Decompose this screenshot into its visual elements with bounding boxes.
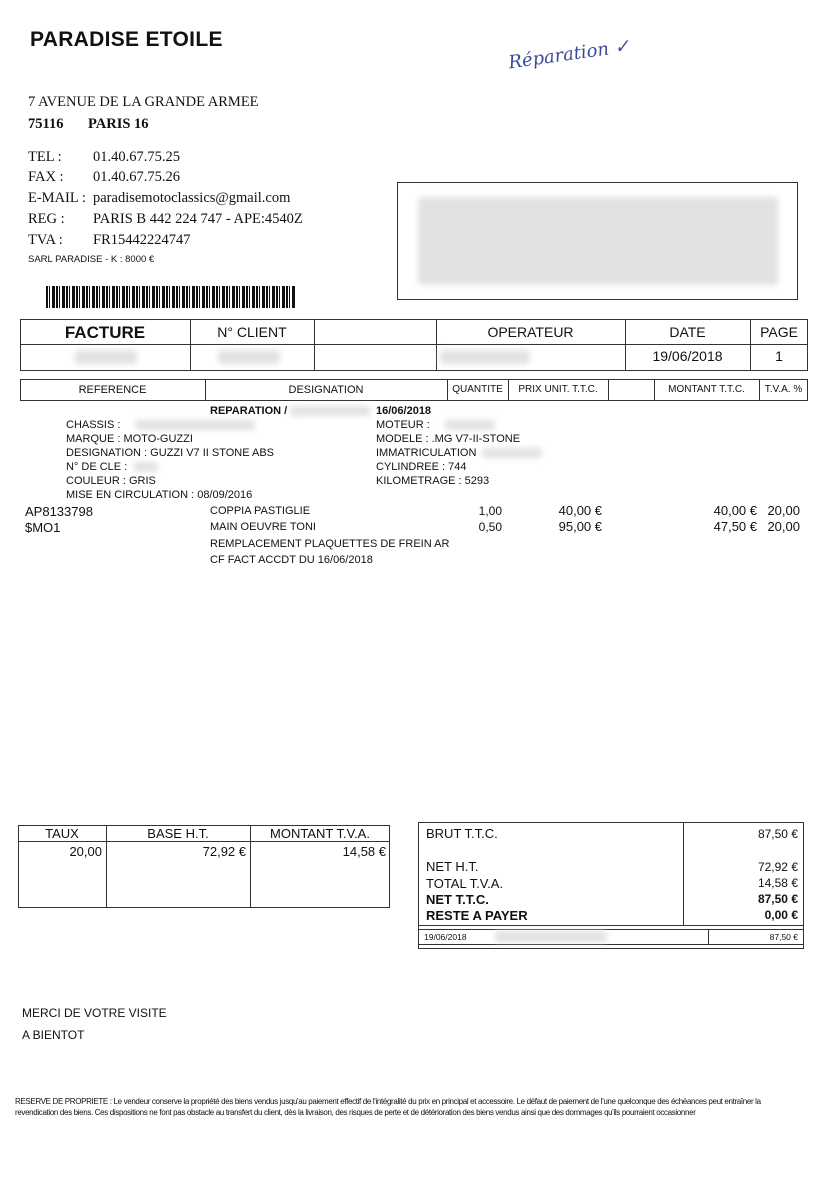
operateur-heading: OPERATEUR: [487, 324, 574, 340]
col-montant: MONTANT T.T.C.: [668, 384, 745, 395]
cle-label: N° DE CLE :: [66, 461, 128, 473]
bientot-text: A BIENTOT: [22, 1028, 85, 1042]
reparation-label: REPARATION /: [210, 405, 288, 417]
reste-label: RESTE A PAYER: [426, 908, 528, 923]
fax-label: FAX :: [28, 169, 64, 185]
col-quantite: QUANTITE: [452, 384, 503, 395]
footer-amount: 87,50 €: [769, 932, 798, 942]
tax-base-heading: BASE H.T.: [147, 826, 209, 841]
page-number: 1: [775, 348, 783, 364]
tax-montant: 14,58 €: [342, 844, 386, 859]
designation: DESIGNATION : GUZZI V7 II STONE ABS: [66, 447, 275, 459]
legal-line: RESERVE DE PROPRIETE : Le vendeur conserve la propriété des biens vendus jusqu'au paiement effectif de l'intégralité du prix en principal et accessoire. Le défaut de paiement de l'une quelconque des échéances peut entraîner la: [15, 1097, 761, 1106]
redacted-block: [418, 197, 778, 285]
email-label: E-MAIL :: [28, 190, 86, 206]
line-designation: COPPIA PASTIGLIE: [210, 505, 311, 517]
chassis-label: CHASSIS :: [66, 419, 121, 431]
line-ref: AP8133798: [25, 504, 93, 519]
reparation-date: 16/06/2018: [376, 405, 432, 417]
customer-address-box: [397, 182, 798, 300]
client-heading: N° CLIENT: [217, 324, 287, 340]
line-amount: 47,50 €: [713, 519, 757, 534]
col-reference: REFERENCE: [78, 384, 147, 396]
immatriculation-label: IMMATRICULATION: [376, 447, 477, 459]
facture-heading: FACTURE: [64, 323, 146, 342]
col-tva: T.V.A. %: [764, 384, 803, 395]
line-price: 95,00 €: [558, 519, 602, 534]
email-value: paradisemotoclassics@gmail.com: [93, 190, 291, 206]
invoice-date: 19/06/2018: [652, 348, 723, 364]
reg-label: REG :: [28, 211, 65, 227]
total-tva: 14,58 €: [757, 876, 798, 890]
legal-notice: [15, 1096, 820, 1118]
col-prix: PRIX UNIT. T.T.C.: [518, 384, 598, 395]
tva-value: FR15442224747: [93, 232, 191, 248]
brut-ttc-label: BRUT T.T.C.: [426, 826, 498, 841]
sarl-capital: SARL PARADISE - K : 8000 €: [28, 254, 155, 265]
net-ttc: 87,50 €: [757, 892, 798, 906]
date-heading: DATE: [669, 324, 706, 340]
col-designation: DESIGNATION: [288, 384, 364, 396]
cylindree: CYLINDREE : 744: [376, 461, 467, 473]
reste-a-payer: 0,00 €: [764, 908, 798, 922]
redacted-block: [440, 350, 530, 364]
tel-label: TEL :: [28, 149, 62, 165]
reg-value: PARIS B 442 224 747 - APE:4540Z: [93, 211, 303, 227]
tax-base: 72,92 €: [202, 844, 246, 859]
line-designation: MAIN OEUVRE TONI: [210, 521, 316, 533]
handwritten-note: Réparation ✓: [507, 35, 631, 74]
line-tva: 20,00: [767, 519, 800, 534]
tax-taux-heading: TAUX: [45, 826, 79, 841]
line-amount: 40,00 €: [713, 503, 757, 518]
net-ht: 72,92 €: [757, 860, 798, 874]
fax-value: 01.40.67.75.26: [93, 169, 180, 185]
page-heading: PAGE: [760, 324, 798, 340]
company-name: PARADISE ETOILE: [30, 28, 223, 51]
tel-value: 01.40.67.75.25: [93, 149, 180, 165]
legal-line: revendication des biens. Ces dispositions ne font pas obstacle au transfert du client, dès la livraison, des risques de perte et de détérioration des biens vendus ainsi que des dommages qu'ils pourraient occasionner: [15, 1108, 696, 1117]
modele: MODELE : .MG V7-II-STONE: [376, 433, 521, 445]
note-line: REMPLACEMENT PLAQUETTES DE FREIN AR: [210, 538, 450, 550]
net-ttc-label: NET T.T.C.: [426, 892, 489, 907]
line-qty: 1,00: [478, 504, 502, 518]
brut-ttc: 87,50 €: [757, 827, 798, 841]
moteur-label: MOTEUR :: [376, 419, 430, 431]
note-line: CF FACT ACCDT DU 16/06/2018: [210, 554, 373, 566]
total-tva-label: TOTAL T.V.A.: [426, 876, 504, 891]
line-ref: $MO1: [25, 520, 61, 535]
redacted-block: [495, 931, 607, 942]
line-tva: 20,00: [767, 503, 800, 518]
address-line: 7 AVENUE DE LA GRANDE ARMEE: [28, 94, 259, 110]
tax-taux: 20,00: [69, 844, 102, 859]
postcode: 75116: [28, 116, 64, 132]
tax-montant-heading: MONTANT T.V.A.: [270, 826, 370, 841]
tva-label: TVA :: [28, 232, 63, 248]
mise-en-circulation: MISE EN CIRCULATION : 08/09/2016: [66, 489, 253, 501]
marque: MARQUE : MOTO-GUZZI: [66, 433, 193, 445]
line-qty: 0,50: [478, 520, 502, 534]
footer-date: 19/06/2018: [424, 932, 467, 942]
couleur: COULEUR : GRIS: [66, 475, 156, 487]
redacted-block: [218, 350, 280, 364]
redacted-block: [75, 350, 137, 364]
line-price: 40,00 €: [558, 503, 602, 518]
barcode: [46, 286, 296, 308]
net-ht-label: NET H.T.: [426, 859, 479, 874]
merci-text: MERCI DE VOTRE VISITE: [22, 1006, 167, 1020]
kilometrage: KILOMETRAGE : 5293: [376, 475, 490, 487]
city: PARIS 16: [88, 116, 149, 132]
